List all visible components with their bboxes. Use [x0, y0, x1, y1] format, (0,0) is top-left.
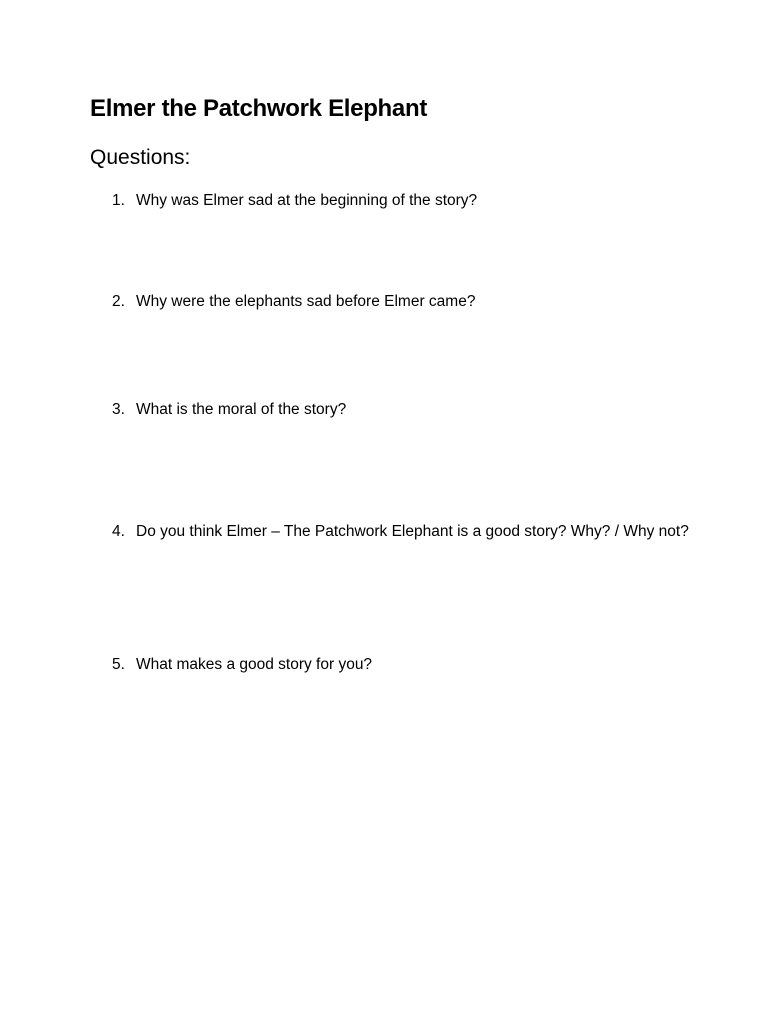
- question-text: Why were the elephants sad before Elmer came?: [136, 293, 476, 310]
- question-text: Do you think Elmer – The Patchwork Elephant is a good story? Why? / Why not?: [136, 523, 689, 540]
- page-title: Elmer the Patchwork Elephant: [90, 95, 428, 122]
- question-text: What makes a good story for you?: [136, 656, 373, 673]
- question-number: 4.: [112, 523, 125, 540]
- question-item-3: [112, 397, 692, 423]
- question-text: What is the moral of the story?: [136, 401, 347, 418]
- question-number: 2.: [112, 293, 125, 310]
- question-number: 3.: [112, 401, 125, 418]
- question-item-4: [112, 519, 692, 545]
- question-item-1: [112, 188, 692, 214]
- question-item-2: [112, 289, 692, 315]
- question-number: 5.: [112, 656, 125, 673]
- section-heading: Questions:: [90, 146, 191, 169]
- question-text: Why was Elmer sad at the beginning of the story?: [136, 192, 478, 209]
- question-item-5: [112, 652, 692, 678]
- question-number: 1.: [112, 192, 125, 209]
